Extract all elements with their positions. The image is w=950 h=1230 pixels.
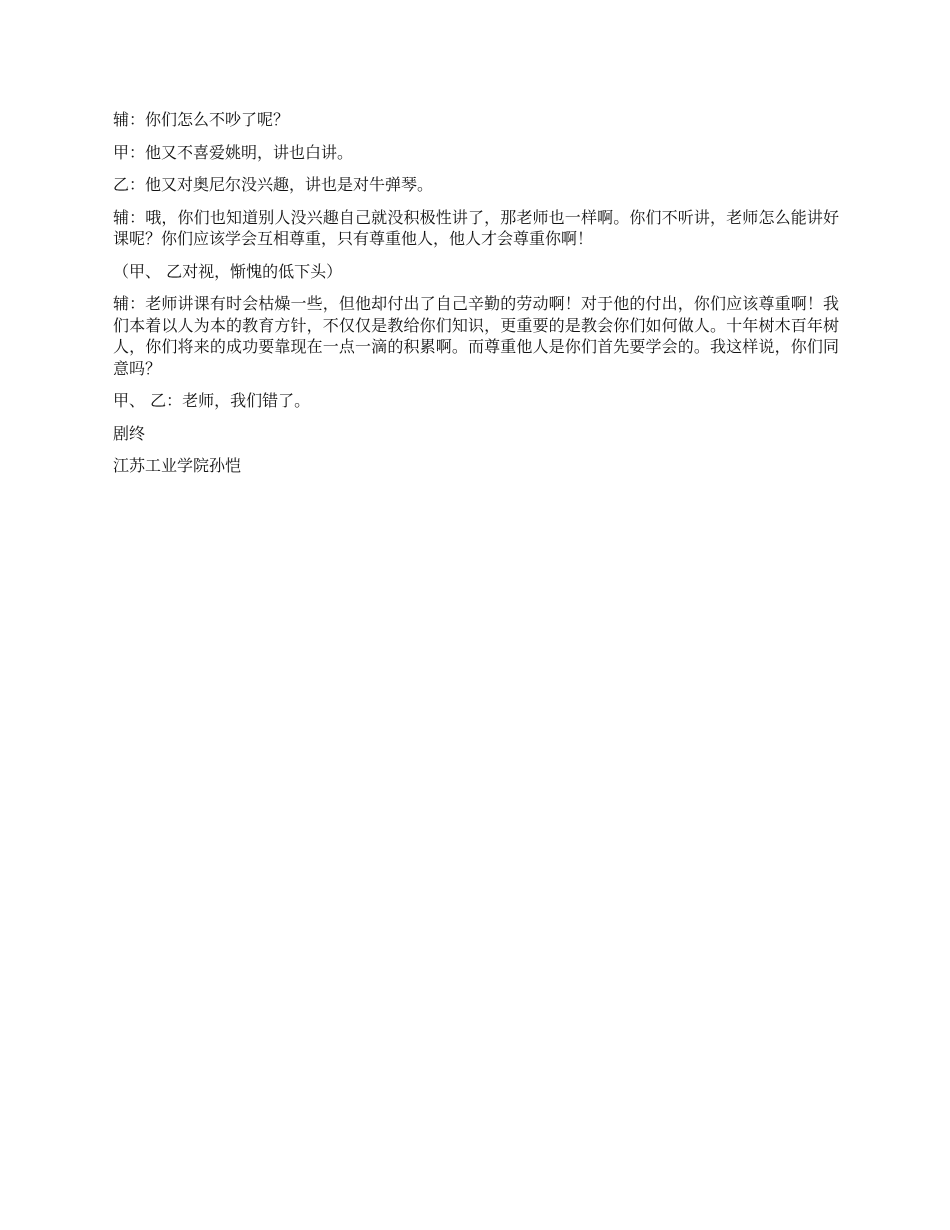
document-body [113, 109, 839, 488]
play-end-label: 剧终 [113, 423, 146, 443]
dialogue-line-jia: 甲：他又不喜爱姚明，讲也白讲。 [113, 142, 354, 162]
dialogue-line-yi: 乙：他又对奥尼尔没兴趣，讲也是对牛弹琴。 [113, 175, 434, 194]
stage-direction: （甲、 乙对视，惭愧的低下头） [113, 261, 343, 281]
dialogue-line-fu-question: 辅：你们怎么不吵了呢？ [113, 110, 290, 129]
dialogue-line-jia-yi: 甲、 乙：老师，我们错了。 [113, 391, 311, 410]
dialogue-line-fu-respect: 辅：哦，你们也知道别人没兴趣自己就没积极性讲了，那老师也一样啊。你们不听讲，老师怎么能讲好课呢？你们应该学会互相尊重，只有尊重他人，他人才会尊重你啊！ [113, 207, 839, 248]
author-credit: 江苏工业学院孙恺 [113, 456, 242, 475]
dialogue-line-fu-teacher: 辅：老师讲课有时会枯燥一些，但他却付出了自己辛勤的劳动啊！对于他的付出，你们应该尊重啊！我们本着以人为本的教育方针，不仅仅是教给你们知识，更重要的是教会你们如何做人。十年树木百年树人，你们将来的成功要靠现在一点一滴的积累啊。而尊重他人是你们首先要学会的。我这样说，你们同意吗？ [113, 294, 839, 378]
